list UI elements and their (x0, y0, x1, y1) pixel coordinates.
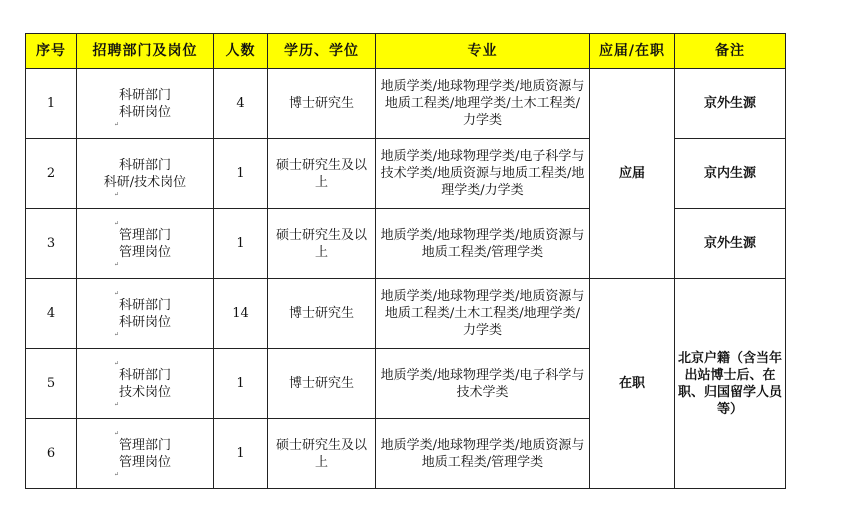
cell-dept[interactable] (77, 69, 214, 139)
dept-name: 科研部门 (118, 367, 171, 383)
paragraph-mark-icon: ↵ (114, 289, 120, 297)
cell-major[interactable]: 地质学类/地球物理学类/电子科学与技术学类/地质资源与地质工程类/地理学类/力学类 (376, 139, 590, 209)
dept-name: 科研部门 (118, 157, 171, 173)
dept-name: 管理部门 (118, 437, 171, 453)
cell-count[interactable]: 4 (214, 69, 268, 139)
cell-dept[interactable] (77, 279, 214, 349)
header-dept[interactable]: 招聘部门及岗位 (77, 34, 214, 69)
header-note[interactable]: 备注 (675, 34, 786, 69)
cell-seq[interactable]: 6 (26, 419, 77, 489)
cell-count[interactable]: 1 (214, 349, 268, 419)
cell-dept[interactable] (77, 139, 214, 209)
paragraph-mark-icon: ↵ (114, 260, 120, 268)
cell-seq[interactable]: 2 (26, 139, 77, 209)
dept-name: 科研部门 (118, 87, 171, 103)
cell-major[interactable]: 地质学类/地球物理学类/电子科学与技术学类 (376, 349, 590, 419)
paragraph-mark-icon: ↵ (114, 359, 120, 367)
cell-note[interactable]: 京外生源 (675, 209, 786, 279)
table-row (26, 69, 786, 139)
paragraph-mark-icon: ↵ (114, 330, 120, 338)
cell-status-employed[interactable]: 在职 (590, 279, 675, 489)
paragraph-mark-icon: ↵ (114, 219, 120, 227)
recruitment-table (25, 33, 786, 489)
cell-degree[interactable]: 博士研究生 (268, 69, 376, 139)
position-name: 科研岗位 (118, 314, 171, 330)
cell-note-merged[interactable]: 北京户籍（含当年出站博士后、在职、归国留学人员等） (675, 279, 786, 489)
dept-name: 科研部门 (118, 297, 171, 313)
header-row (26, 34, 786, 69)
cell-dept[interactable] (77, 419, 214, 489)
cell-major[interactable]: 地质学类/地球物理学类/地质资源与地质工程类/管理学类 (376, 209, 590, 279)
cell-degree[interactable]: 博士研究生 (268, 279, 376, 349)
cell-note[interactable]: 京内生源 (675, 139, 786, 209)
cell-seq[interactable]: 5 (26, 349, 77, 419)
cell-degree[interactable]: 硕士研究生及以上 (268, 139, 376, 209)
paragraph-mark-icon: ↵ (114, 400, 120, 408)
recruitment-sheet (25, 33, 786, 489)
header-count[interactable]: 人数 (214, 34, 268, 69)
cell-count[interactable]: 1 (214, 139, 268, 209)
table-row (26, 279, 786, 349)
position-name: 管理岗位 (118, 244, 171, 260)
cell-dept[interactable] (77, 349, 214, 419)
header-seq[interactable]: 序号 (26, 34, 77, 69)
position-name: 科研岗位 (118, 104, 171, 120)
position-name: 管理岗位 (118, 454, 171, 470)
cell-count[interactable]: 1 (214, 419, 268, 489)
paragraph-mark-icon: ↵ (114, 190, 120, 198)
dept-name: 管理部门 (118, 227, 171, 243)
paragraph-mark-icon: ↵ (114, 470, 120, 478)
cell-count[interactable]: 14 (214, 279, 268, 349)
cell-degree[interactable]: 博士研究生 (268, 349, 376, 419)
paragraph-mark-icon: ↵ (114, 120, 120, 128)
header-degree[interactable]: 学历、学位 (268, 34, 376, 69)
header-status[interactable]: 应届/在职 (590, 34, 675, 69)
header-major[interactable]: 专业 (376, 34, 590, 69)
cell-status-fresh[interactable]: 应届 (590, 69, 675, 279)
position-name: 技术岗位 (118, 384, 171, 400)
cell-major[interactable]: 地质学类/地球物理学类/地质资源与地质工程类/土木工程类/地理学类/力学类 (376, 279, 590, 349)
cell-seq[interactable]: 1 (26, 69, 77, 139)
paragraph-mark-icon: ↵ (114, 429, 120, 437)
cell-degree[interactable]: 硕士研究生及以上 (268, 419, 376, 489)
position-name: 科研/技术岗位 (103, 174, 187, 190)
cell-seq[interactable]: 3 (26, 209, 77, 279)
cell-major[interactable]: 地质学类/地球物理学类/地质资源与地质工程类/管理学类 (376, 419, 590, 489)
cell-note[interactable]: 京外生源 (675, 69, 786, 139)
cell-count[interactable]: 1 (214, 209, 268, 279)
cell-seq[interactable]: 4 (26, 279, 77, 349)
cell-major[interactable]: 地质学类/地球物理学类/地质资源与地质工程类/地理学类/土木工程类/力学类 (376, 69, 590, 139)
cell-degree[interactable]: 硕士研究生及以上 (268, 209, 376, 279)
cell-dept[interactable] (77, 209, 214, 279)
